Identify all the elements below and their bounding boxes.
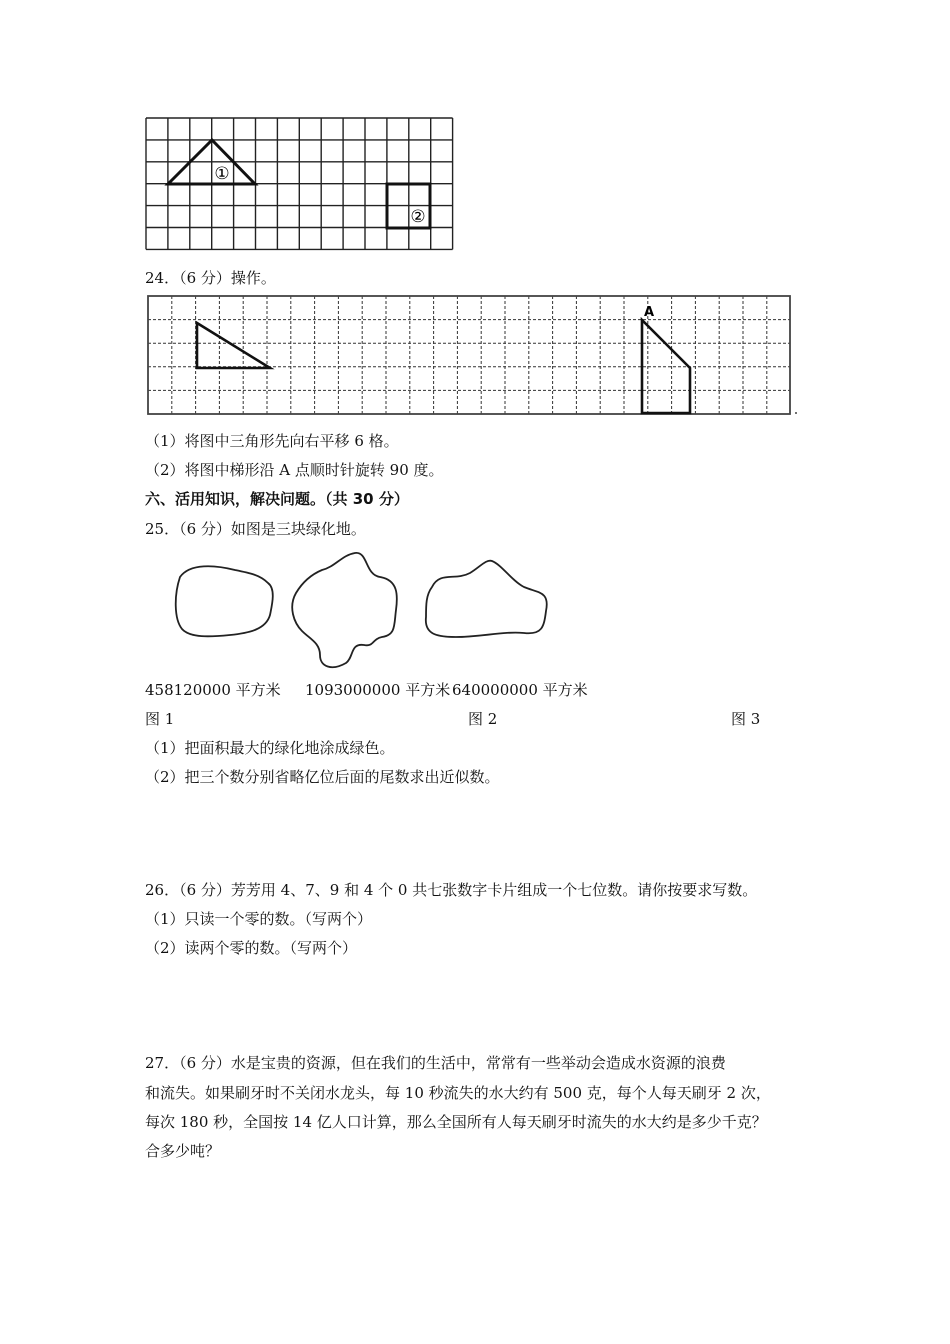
green-land-1 [176, 566, 273, 636]
q25-title: 25．（6 分）如图是三块绿化地。 [145, 520, 366, 538]
area-label-2: 1093000000 平方米 [305, 681, 451, 699]
q26-sub1: （1）只读一个零的数。（写两个） [145, 910, 373, 928]
q24-grid-border [148, 296, 790, 414]
fig-label-3: 图 3 [731, 710, 761, 728]
q24-sub1: （1）将图中三角形先向右平移 6 格。 [145, 432, 399, 450]
fig-label-1: 图 1 [145, 710, 175, 728]
q27-line4: 合多少吨？ [145, 1142, 221, 1160]
green-land-3 [426, 561, 547, 637]
q27-line1: 27．（6 分）水是宝贵的资源，但在我们的生活中，常常有一些举动会造成水资源的浪费 [145, 1054, 726, 1072]
q26-title: 26．（6 分）芳芳用 4、7、9 和 4 个 0 共七张数字卡片组成一个七位数。请你按要求写数。 [145, 881, 758, 899]
green-land-2 [292, 553, 397, 667]
section6-title: 六、活用知识，解决问题。（共 30 分） [145, 490, 409, 508]
area-label-3: 640000000 平方米 [452, 681, 588, 699]
q25-sub1: （1）把面积最大的绿化地涂成绿色。 [145, 739, 395, 757]
q27-line2: 和流失。如果刷牙时不关闭水龙头，每 10 秒流失的水大约有 500 克，每个人每天刷牙 2 次， [145, 1084, 771, 1102]
green-land-shapes [160, 545, 560, 675]
q24-grid-figure [140, 292, 800, 418]
area-label-1: 458120000 平方米 [145, 681, 281, 699]
q24-sub2: （2）将图中梯形沿 A 点顺时针旋转 90 度。 [145, 461, 444, 479]
shape-label-2: ② [410, 207, 426, 227]
q24-point-a-label: A [644, 305, 655, 320]
fig-label-2: 图 2 [468, 710, 498, 728]
shape-label-1: ① [214, 164, 230, 184]
q24-triangle [197, 323, 270, 368]
q26-sub2: （2）读两个零的数。（写两个） [145, 939, 358, 957]
q27-line3: 每次 180 秒，全国按 14 亿人口计算，那么全国所有人每天刷牙时流失的水大约是多少千克？ [145, 1113, 767, 1131]
q24-title: 24．（6 分）操作。 [145, 269, 276, 287]
q25-sub2: （2）把三个数分别省略亿位后面的尾数求出近似数。 [145, 768, 500, 786]
top-grid-figure [140, 112, 460, 256]
q24-grid-lines [148, 296, 790, 414]
